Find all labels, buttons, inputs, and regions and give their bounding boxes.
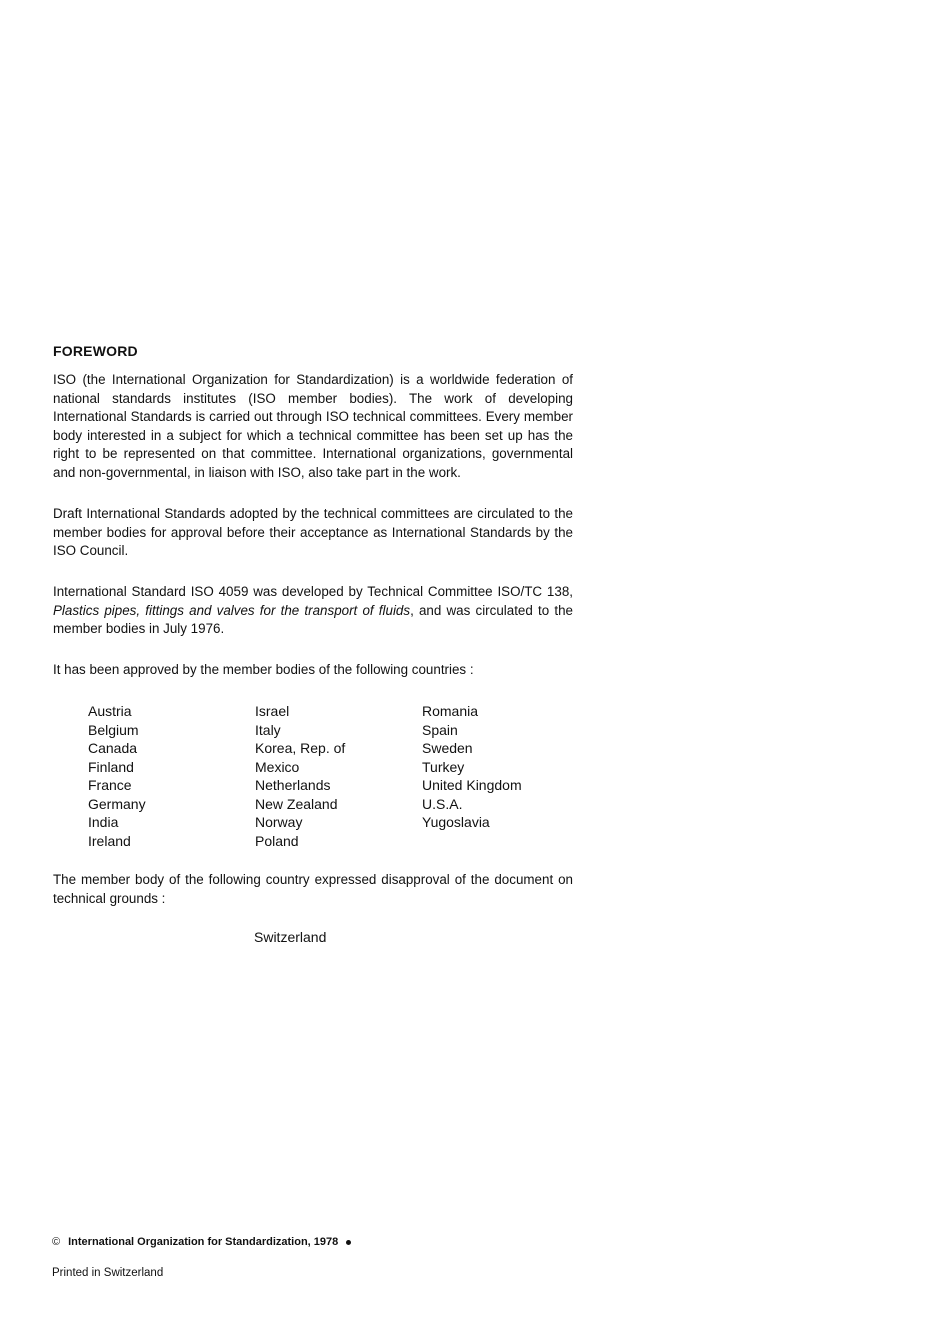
copyright-text: International Organization for Standardization, 1978 — [68, 1236, 339, 1248]
country-name: Ireland — [88, 832, 131, 849]
paragraph-draft-standards: Draft International Standards adopted by the technical committees are circulated to the member bodies for approval before their acceptance as International Standards by the ISO Council. — [53, 506, 573, 559]
country-name: France — [88, 777, 132, 793]
paragraph-disapproval: The member body of the following country expressed disapproval of the document on technical grounds : — [53, 872, 573, 906]
country-name: Norway — [255, 814, 303, 830]
country-name: U.S.A. — [422, 795, 463, 812]
country-name: India — [88, 814, 119, 830]
copyright-notice — [52, 1236, 351, 1248]
copyright-symbol: © — [52, 1236, 61, 1248]
country-name: Yugoslavia — [422, 814, 490, 830]
countries-column-1 — [88, 702, 255, 850]
country-name: Turkey — [422, 758, 465, 775]
country-name: Romania — [422, 703, 479, 719]
country-name: Austria — [88, 703, 132, 719]
countries-column-3 — [422, 702, 582, 850]
printed-location: Printed in Switzerland — [52, 1267, 164, 1279]
country-name: Netherlands — [255, 777, 331, 793]
paragraph-standard-development-start: International Standard ISO 4059 was developed by Technical Committee ISO/TC 138, — [53, 584, 573, 599]
paragraph-standard-development-end: , and was circulated to the member bodies in July 1976. — [53, 602, 573, 637]
foreword-heading: FOREWORD — [53, 343, 138, 359]
approving-countries-list — [88, 702, 582, 850]
paragraph-standard-development — [53, 583, 573, 639]
country-name: Mexico — [255, 758, 300, 775]
paragraph-iso-intro: ISO (the International Organization for Standardization) is a worldwide federation of national standards institutes (ISO member bodies). The work of developing International Standards is carried out through ISO technical committees. Every member body interested in a subject for which a technical committee has been set up has the right to be represented on that committee. International organizations, governmental and non-governmental, in liaison with ISO, also take part in the work. — [53, 372, 573, 480]
country-name: Italy — [255, 721, 281, 738]
country-name: Germany — [88, 795, 146, 812]
country-name: Belgium — [88, 721, 139, 738]
disapproving-country: Switzerland — [254, 929, 327, 945]
country-name: Finland — [88, 758, 134, 775]
country-name: Korea, Rep. of — [255, 740, 346, 756]
committee-title: Plastics pipes, fittings and valves for the transport of fluids — [53, 602, 411, 618]
country-name: Israel — [255, 703, 290, 719]
country-name: United Kingdom — [422, 777, 522, 793]
country-name: New Zealand — [255, 795, 338, 812]
country-name: Sweden — [422, 740, 473, 756]
bullet-dot-icon — [346, 1240, 351, 1245]
countries-column-2 — [255, 702, 422, 850]
paragraph-approval-intro: It has been approved by the member bodies of the following countries : — [53, 662, 474, 677]
country-name: Poland — [255, 832, 299, 849]
country-name: Spain — [422, 721, 458, 738]
country-name: Canada — [88, 740, 138, 756]
